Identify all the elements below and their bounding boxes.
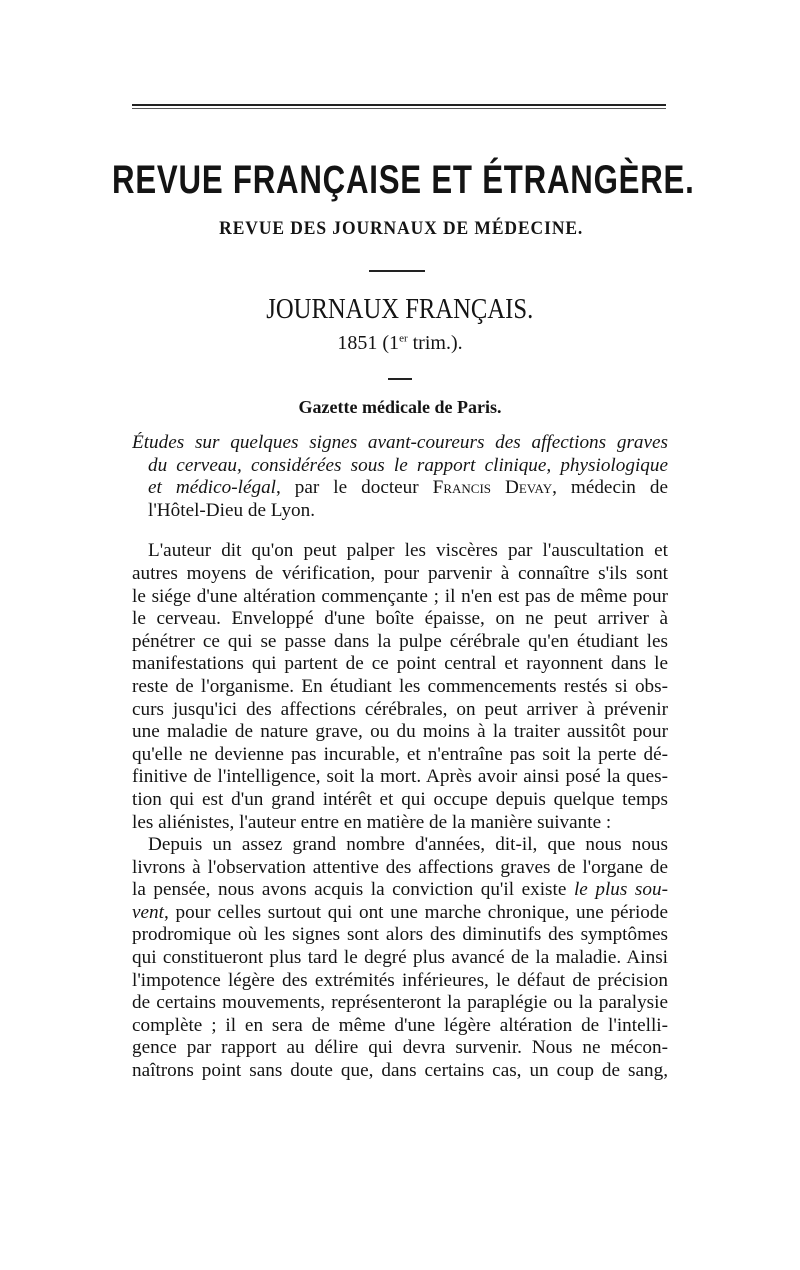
top-rule xyxy=(132,104,666,106)
body-line: naîtrons point sans doute que, dans certains cas, un coup de sang, xyxy=(132,1060,668,1082)
article-title-line xyxy=(132,477,668,500)
body-line: reste de l'organisme. En étudiant les commencements restés si obs- xyxy=(132,675,668,697)
article-title-line: du cerveau, considérées sous le rapport clinique, physiologique xyxy=(148,454,668,476)
body-line: pénétrer ce qui se passe dans la pulpe cérébrale qu'en étudiant les xyxy=(132,630,668,652)
body-line: les aliénistes, l'auteur entre en matière de la manière suivante : xyxy=(132,811,612,833)
issue-date xyxy=(0,332,800,355)
article-title-line: Études sur quelques signes avant-coureurs des affections graves xyxy=(132,432,668,453)
body-line: gence par rapport au délire qui devra survenir. Nous ne mécon- xyxy=(132,1037,668,1059)
body-line: L'auteur dit qu'on peut palper les viscères par l'auscultation et xyxy=(148,540,668,562)
date-prefix: 1851 (1 xyxy=(337,332,400,354)
body-line: une maladie de nature grave, ou du moins à la traiter aussitôt pour xyxy=(132,721,668,743)
body-line: qui constitueront plus tard le degré plus avancé de la maladie. Ainsi xyxy=(132,947,668,969)
top-rule-thin xyxy=(132,108,666,109)
body-line: manifestations qui partent de ce point central et rayonnent dans le xyxy=(132,653,668,675)
body-line: autres moyens de vérification, pour parvenir à connaître s'ils sont xyxy=(132,562,668,584)
body-line: l'impotence légère des extrémités inférieures, le défaut de précision xyxy=(132,969,668,991)
body-line: complète ; il en sera de même d'une légère altération de l'intelli- xyxy=(132,1014,668,1036)
body-line: Depuis un assez grand nombre d'années, dit-il, que nous nous xyxy=(148,834,668,856)
body-line xyxy=(132,879,668,902)
body-line: prodromique où les signes sont alors des diminutifs des symptômes xyxy=(132,924,668,946)
title-byline: , par le docteur xyxy=(276,477,433,499)
body-line: le siége d'une altération commençante ; il n'en est pas de même pour xyxy=(132,585,668,607)
emphasis-text: vent xyxy=(132,901,164,923)
body-line: tion qui est d'un grand intérêt et qui occupe depuis quelque temps xyxy=(132,788,668,810)
body-line: livrons à l'observation attentive des affections graves de l'organe de xyxy=(132,856,668,878)
body-text: , pour celles surtout qui ont une marche chronique, une période xyxy=(163,901,668,923)
body-line xyxy=(132,902,668,925)
author-name: Francis Devay xyxy=(432,477,553,499)
section-heading: JOURNAUX FRANÇAIS. xyxy=(266,294,534,325)
body-text: la pensée, nous avons acquis la conviction qu'il existe xyxy=(132,879,574,901)
body-line: de certains mouvements, représenteront la paraplégie ou la paralysie xyxy=(132,992,668,1014)
journal-divider xyxy=(388,378,412,380)
title-italic-part: et médico-légal xyxy=(148,477,277,499)
date-suffix: trim.). xyxy=(407,332,463,354)
body-line: curs jusqu'ici des affections cérébrales, on peut arriver à prévenir xyxy=(132,698,668,720)
article-title-line: l'Hôtel-Dieu de Lyon. xyxy=(148,499,316,521)
body-line: finitive de l'intelligence, soit la mort. Après avoir ainsi posé la ques- xyxy=(132,766,668,788)
author-role: , médecin de xyxy=(552,477,668,499)
article xyxy=(132,432,668,1083)
body-line: qu'elle ne devienne pas incurable, et n'entraîne pas soit la perte dé- xyxy=(132,743,668,765)
body-line: le cerveau. Enveloppé d'une boîte épaisse, on ne peut arriver à xyxy=(132,608,668,630)
section-divider xyxy=(369,270,425,272)
emphasis-text: le plus sou- xyxy=(573,879,668,901)
page-title: REVUE FRANÇAISE ET ÉTRANGÈRE. xyxy=(112,158,695,202)
journal-name: Gazette médicale de Paris. xyxy=(298,397,502,417)
page-subtitle: REVUE DES JOURNAUX DE MÉDECINE. xyxy=(219,218,584,239)
paragraph-gap xyxy=(132,522,668,540)
date-superscript: er xyxy=(399,332,408,345)
